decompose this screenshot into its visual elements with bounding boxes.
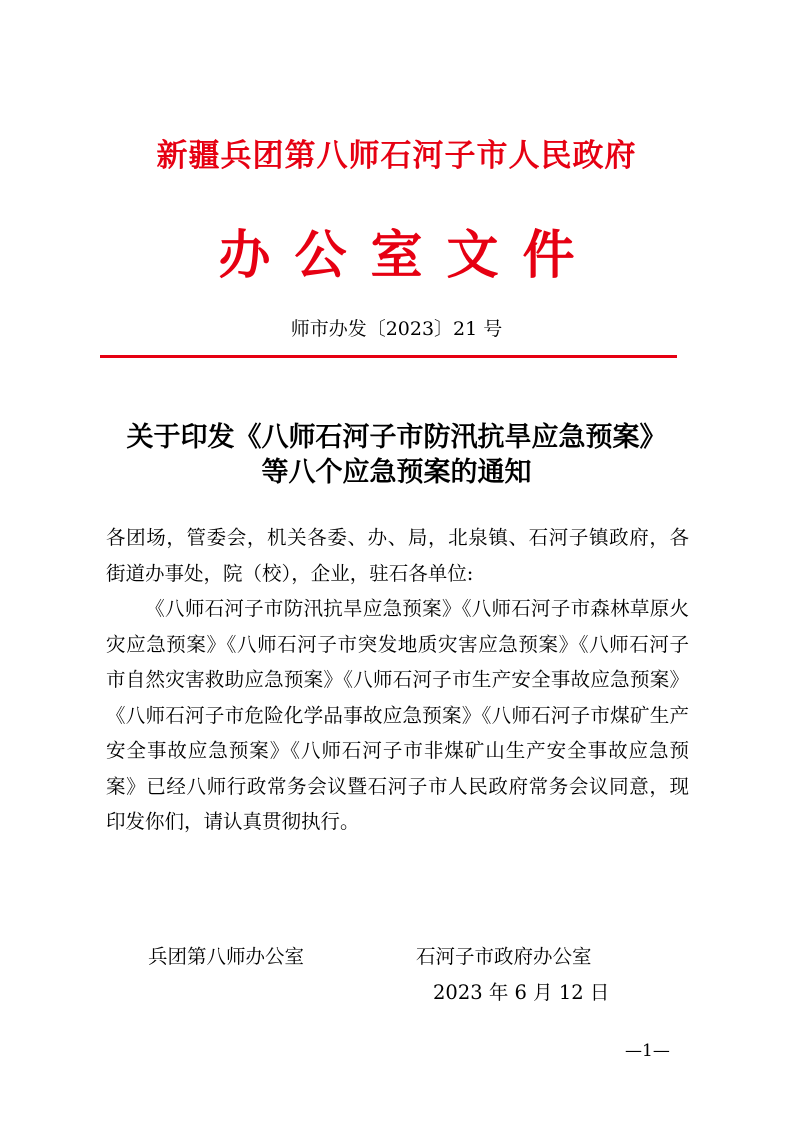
red-separator-line bbox=[100, 355, 677, 358]
issuing-authority-header: 新疆兵团第八师石河子市人民政府 bbox=[156, 138, 637, 174]
signature-issuer-1: 兵团第八师办公室 bbox=[148, 945, 305, 968]
signature-date: 2023 年 6 月 12 日 bbox=[433, 981, 610, 1004]
signature-issuer-2: 石河子市政府办公室 bbox=[416, 945, 592, 968]
body-paragraph-text: 《八师石河子市防汛抗旱应急预案》《八师石河子市森林草原火灾应急预案》《八师石河子市突发地质灾害应急预案》《八师石河子市自然灾害救助应急预案》《八师石河子市生产安全事故应急预案》《八师石河子市危险化学品事故应急预案》《八师石河子市煤矿生产安全事故应急预案》《八师石河子市非煤矿山生产安全事故应急预案》已经八师行政常务会议暨石河子市人民政府常务会议同意，现印发你们，请认真贯彻执行。 bbox=[106, 597, 689, 833]
page-number: —1— bbox=[625, 1041, 670, 1061]
document-title-line-2: 等八个应急预案的通知 bbox=[261, 457, 532, 488]
body-paragraph bbox=[106, 591, 689, 840]
document-number: 师市办发〔2023〕21 号 bbox=[290, 318, 503, 340]
document-title-line-1: 关于印发《八师石河子市防汛抗旱应急预案》 bbox=[126, 422, 667, 453]
document-type-header: 办公室文件 bbox=[218, 225, 599, 286]
salutation-recipients: 各团场，管委会，机关各委、办、局，北泉镇、石河子镇政府，各街道办事处，院（校），企业，驻石各单位: bbox=[106, 526, 689, 585]
